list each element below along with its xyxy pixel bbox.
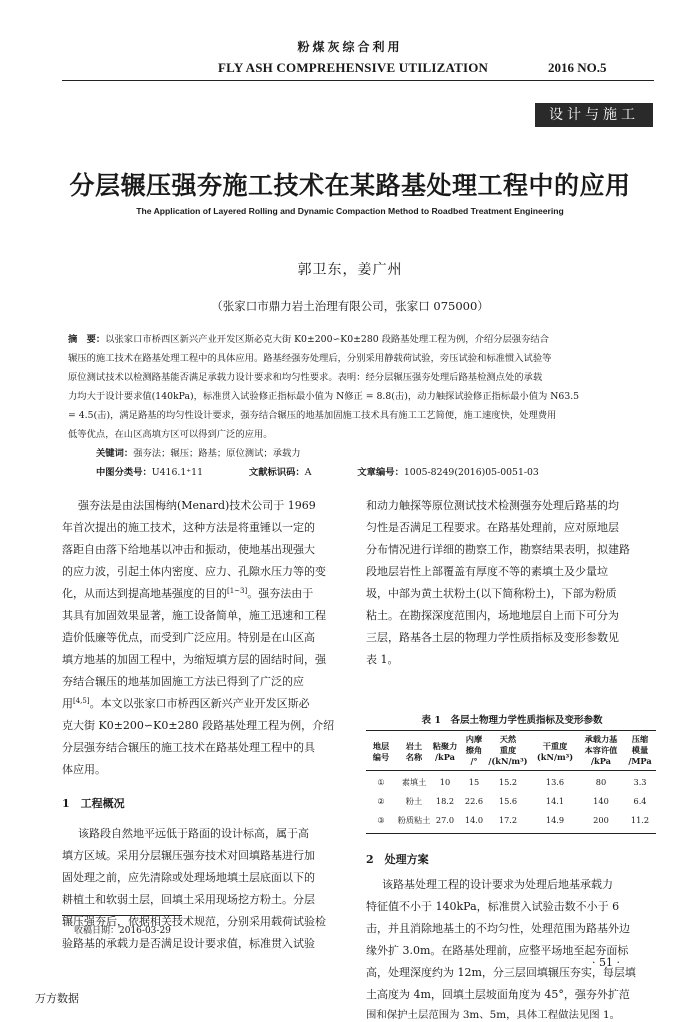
table-cell: 15.2 xyxy=(498,777,518,787)
table-rule-top xyxy=(366,730,656,731)
abstract-text: 以张家口市桥西区新兴产业开发区斯必克大街 K0±200∽K0±280 段路基处理工程为例，介绍分层强夯结合 xyxy=(105,334,549,345)
clc-label: 中图分类号： xyxy=(96,467,152,478)
section-heading: 2 处理方案 xyxy=(366,853,429,866)
page-number: · 51 · xyxy=(592,956,620,969)
table-cell: 27.0 xyxy=(435,815,455,825)
table-header: 粘聚力 /kPa xyxy=(432,741,458,762)
article-no-label: 文章编号： xyxy=(357,467,404,478)
table-cell: 22.6 xyxy=(464,796,484,806)
issue-number: 2016 NO.5 xyxy=(548,60,607,75)
table-header: 内摩 擦角 /° xyxy=(465,734,483,766)
table-cell: 粉土 xyxy=(405,796,423,806)
table-cell: 10 xyxy=(439,777,451,787)
table-header: 岩土 名称 xyxy=(405,741,423,762)
body-line: 围和保护土层范围为 3m、5m，具体工程做法见图 1。 xyxy=(366,1009,620,1021)
body-line: 固处理之前，应先清除或处理场地填土层底面以下的 xyxy=(62,871,315,884)
abstract-line xyxy=(68,331,549,345)
clc-value: U416.1⁺11 xyxy=(151,467,203,478)
classification xyxy=(96,464,539,478)
body-line: 该路基处理工程的设计要求为处理后地基承载力 xyxy=(382,878,613,891)
table-cell: 6.4 xyxy=(633,796,647,806)
affiliation: （张家口市鼎力岩土治理有限公司，张家口 075000） xyxy=(211,299,489,313)
table-cell: ① xyxy=(377,777,385,787)
body-line: 年首次提出的施工技术，这种方法是将重锤以一定的 xyxy=(62,521,315,534)
table-cell: 14.1 xyxy=(545,796,565,806)
body-line: 粘土。在勘探深度范围内，场地地层自上而下可分为 xyxy=(366,609,619,622)
table-caption: 表 1 各层土物理力学性质指标及变形参数 xyxy=(421,715,603,726)
table-rule-bottom xyxy=(366,833,656,834)
table-header: 天然 重度 /(kN/m³) xyxy=(488,734,528,766)
body-line: 辗压强夯后，依据相关技术规范，分别采用载荷试验检 xyxy=(62,915,326,928)
authors: 郭卫东，姜广州 xyxy=(297,262,403,278)
table-cell: 15 xyxy=(468,777,480,787)
keywords-label: 关键词： xyxy=(96,448,134,459)
footnote: 收稿日期：2016-03-29 xyxy=(74,926,171,936)
body-line xyxy=(62,695,310,711)
table-cell: 3.3 xyxy=(633,777,647,787)
table-cell: 200 xyxy=(593,815,609,825)
body-line: 和动力触探等原位测试技术检测强夯处理后路基的均 xyxy=(366,499,619,512)
table-header: 承载力基 本容许值 /kPa xyxy=(584,734,618,766)
journal-title-cn: 粉煤灰综合利用 xyxy=(297,40,403,54)
body-line xyxy=(62,585,313,601)
body-line: 填方区域。采用分层辗压强夯技术对回填路基进行加 xyxy=(62,849,315,862)
table-cell: 14.9 xyxy=(545,815,565,825)
footnote-rule xyxy=(62,915,182,916)
body-line: 体应用。 xyxy=(62,763,106,776)
body-text: 化，从而达到提高地基强度的目的 xyxy=(62,587,227,600)
table-cell: 18.2 xyxy=(435,796,455,806)
body-line: 落距自由落下给地基以冲击和振动，使地基出现强大 xyxy=(62,543,315,556)
body-line: 段地层岩性上部覆盖有厚度不等的素填土及少量垃 xyxy=(366,565,608,578)
body-line: 匀性是否满足工程要求。在路基处理前，应对原地层 xyxy=(366,521,619,534)
abstract-label: 摘 要： xyxy=(68,334,106,345)
keywords-text: 强夯法；辗压；路基；原位测试；承载力 xyxy=(133,448,301,459)
paper-title-cn: 分层辗压强夯施工技术在某路基处理工程中的应用 xyxy=(69,171,631,200)
abstract-line: 力均大于设计要求值(140kPa)，标准贯入试验修正指标最小值为 N修正 = 8.8(击)，动力触探试验修正指标最小值为 N63.5 xyxy=(68,391,580,402)
abstract-line: 辗压的施工技术在路基处理工程中的具体应用。路基经强夯处理后，分别采用静载荷试验，旁压试验和标准惯入试验等 xyxy=(68,353,552,364)
body-line: 该路段自然地平远低于路面的设计标高，属于高 xyxy=(78,827,309,840)
table-cell: 15.6 xyxy=(498,796,518,806)
keywords xyxy=(96,445,301,459)
body-line: 分层强夯结合辗压的施工技术在路基处理工程中的具 xyxy=(62,741,315,754)
section-heading: 1 工程概况 xyxy=(62,797,125,810)
body-line: 的应力波，引起土体内密度、应力、孔隙水压力等的变 xyxy=(62,565,326,578)
table-header: 干重度 (kN/m³) xyxy=(536,741,574,762)
table-cell: 14.0 xyxy=(464,815,484,825)
table-cell: 140 xyxy=(593,796,609,806)
citation: [1~3] xyxy=(227,587,248,595)
abstract-line: 低等优点，在山区高填方区可以得到广泛的应用。 xyxy=(68,429,273,440)
body-line: 造价低廉等优点，而受到广泛应用。特别是在山区高 xyxy=(62,631,315,644)
body-line: 强夯法是由法国梅纳(Menard)技术公司于 1969 xyxy=(78,499,316,512)
table-cell: 13.6 xyxy=(545,777,565,787)
watermark: 万方数据 xyxy=(35,992,79,1005)
table-rule-mid xyxy=(366,770,656,771)
body-line: 土高度为 4m，回填土层坡面角度为 45°，强夯外扩范 xyxy=(366,988,630,1001)
table-cell: ② xyxy=(377,796,385,806)
section-badge: 设计与施工 xyxy=(535,103,653,127)
doc-code-value: A xyxy=(304,467,312,478)
table-cell: ③ xyxy=(377,815,385,825)
body-line: 缘外扩 3.0m。在路基处理前，应整平场地至起夯面标 xyxy=(366,944,629,957)
body-line: 夯结合辗压的地基加固施工方法已得到了广泛的应 xyxy=(62,675,304,688)
body-text: 。本文以张家口市桥西区新兴产业开发区斯必 xyxy=(89,697,310,710)
table-cell: 11.2 xyxy=(630,815,650,825)
body-line: 耕植土和软弱土层，回填土采用现场挖方粉土。分层 xyxy=(62,893,315,906)
body-text: 用 xyxy=(62,697,73,710)
body-line: 克大街 K0±200∽K0±280 段路基处理工程为例，介绍 xyxy=(62,719,335,732)
paper-title-en: The Application of Layered Rolling and Dynamic Compaction Method to Roadbed Treatment Engineering xyxy=(136,206,564,216)
table-header: 地层 编号 xyxy=(372,741,390,762)
table-cell: 粉质粘土 xyxy=(397,815,431,825)
body-line: 填方地基的加固工程中，为缩短填方层的固结时间，强 xyxy=(62,653,326,666)
body-line: 表 1。 xyxy=(366,653,399,666)
body-line: 其具有加固效果显著，施工设备简单，施工迅速和工程 xyxy=(62,609,326,622)
table-cell: 素填土 xyxy=(401,777,427,787)
body-line: 分布情况进行详细的勘察工作，勘察结果表明，拟建路 xyxy=(366,543,630,556)
body-line: 圾，中部为黄土状粉土(以下简称粉土)，下部为粉质 xyxy=(366,587,617,600)
body-line: 验路基的承载力是否满足设计要求值，标准贯入试验 xyxy=(62,937,315,950)
body-line: 击，并且消除地基土的不均匀性，处理范围为路基外边 xyxy=(366,922,630,935)
table-cell: 80 xyxy=(595,777,607,787)
citation: [4,5] xyxy=(73,697,90,705)
body-line: 特征值不小于 140kPa，标准贯入试验击数不小于 6 xyxy=(366,900,620,913)
table-header: 压缩 模量 /MPa xyxy=(628,734,652,766)
body-line: 三层，路基各土层的物理力学性质指标及变形参数见 xyxy=(366,631,619,644)
doc-code-label: 文献标识码： xyxy=(248,467,305,478)
article-no-value: 1005-8249(2016)05-0051-03 xyxy=(403,467,539,478)
abstract-line: = 4.5(击)，满足路基的均匀性设计要求，强夯结合辗压的地基加固施工技术具有施工工艺简便，施工速度快，处理费用 xyxy=(68,410,557,421)
body-text: 。强夯法由于 xyxy=(247,587,314,600)
abstract-line: 原位测试技术以检测路基能否满足承载力设计要求和均匀性要求。表明：经分层辗压强夯处理后路基检测点处的承载 xyxy=(68,372,543,383)
journal-title-en: FLY ASH COMPREHENSIVE UTILIZATION xyxy=(218,60,489,75)
header-rule xyxy=(62,80,654,81)
table-cell: 17.2 xyxy=(498,815,518,825)
body-line: 高，处理深度约为 12m，分三层回填辗压夯实，每层填 xyxy=(366,966,636,979)
